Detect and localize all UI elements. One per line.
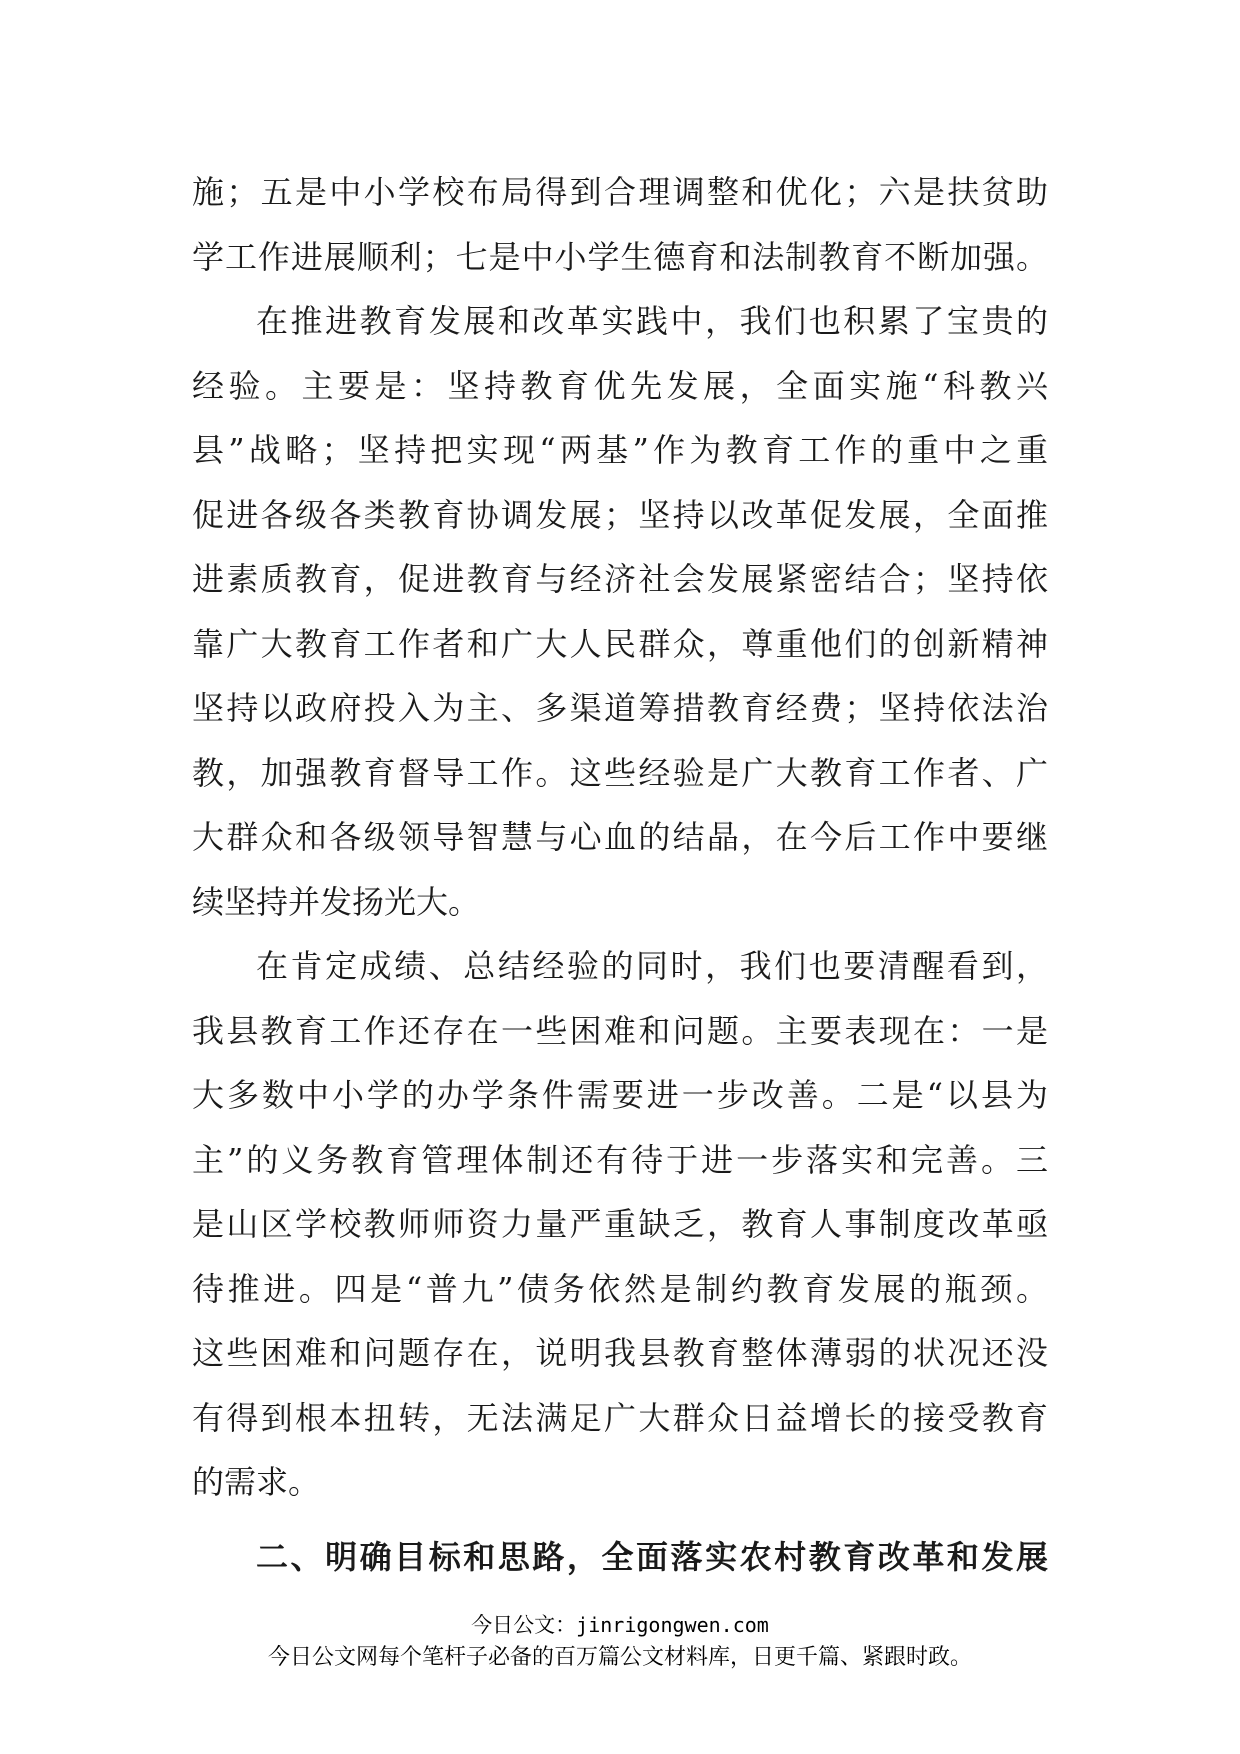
text-line: 学工作进展顺利；七是中小学生德育和法制教育不断加强。 bbox=[192, 237, 1048, 276]
text-line: 靠广大教育工作者和广大人民群众，尊重他们的创新精神 bbox=[192, 624, 1048, 663]
text-line: 进素质教育，促进教育与经济社会发展紧密结合；坚持依 bbox=[192, 560, 1048, 598]
footer-tagline: 今日公文网每个笔杆子必备的百万篇公文材料库，日更千篇、紧跟时政。 bbox=[267, 1645, 972, 1670]
paragraph-end-line: 的需求。 bbox=[192, 1463, 321, 1501]
text-line: 促进各级各类教育协调发展；坚持以改革促发展，全面推 bbox=[192, 495, 1048, 534]
text-line: 经验。主要是：坚持教育优先发展，全面实施“科教兴 bbox=[192, 366, 1048, 405]
text-line: 有得到根本扭转，无法满足广大群众日益增长的接受教育 bbox=[192, 1398, 1048, 1437]
paragraph-start-line: 在肯定成绩、总结经验的同时，我们也要清醒看到， bbox=[256, 947, 1048, 985]
body-text bbox=[192, 160, 1048, 1515]
text-line: 大多数中小学的办学条件需要进一步改善。二是“以县为 bbox=[192, 1076, 1048, 1114]
footer-site-link[interactable]: jinrigongwen.com bbox=[576, 1613, 769, 1637]
section-heading: 二、明确目标和思路，全面落实农村教育改革和发展 bbox=[256, 1538, 1048, 1576]
text-line: 我县教育工作还存在一些困难和问题。主要表现在：一是 bbox=[192, 1011, 1048, 1050]
footer-site bbox=[0, 1611, 1240, 1639]
text-line: 主”的义务教育管理体制还有待于进一步落实和完善。三 bbox=[192, 1140, 1048, 1179]
footer-site-label: 今日公文： bbox=[471, 1613, 577, 1637]
paragraph-end-line: 续坚持并发扬光大。 bbox=[192, 882, 481, 921]
text-line: 县”战略；坚持把实现“两基”作为教育工作的重中之重 bbox=[192, 431, 1048, 469]
paragraph-start-line: 在推进教育发展和改革实践中，我们也积累了宝贵的 bbox=[256, 302, 1048, 340]
text-line: 坚持以政府投入为主、多渠道筹措教育经费；坚持依法治 bbox=[192, 689, 1048, 727]
text-line: 这些困难和问题存在，说明我县教育整体薄弱的状况还没 bbox=[192, 1334, 1048, 1372]
text-line: 大群众和各级领导智慧与心血的结晶，在今后工作中要继 bbox=[192, 818, 1048, 856]
text-line: 待推进。四是“普九”债务依然是制约教育发展的瓶颈。 bbox=[192, 1269, 1048, 1308]
text-line: 教，加强教育督导工作。这些经验是广大教育工作者、广 bbox=[192, 753, 1048, 792]
text-line: 是山区学校教师师资力量严重缺乏，教育人事制度改革亟 bbox=[192, 1205, 1048, 1243]
text-line: 施；五是中小学校布局得到合理调整和优化；六是扶贫助 bbox=[192, 173, 1048, 211]
